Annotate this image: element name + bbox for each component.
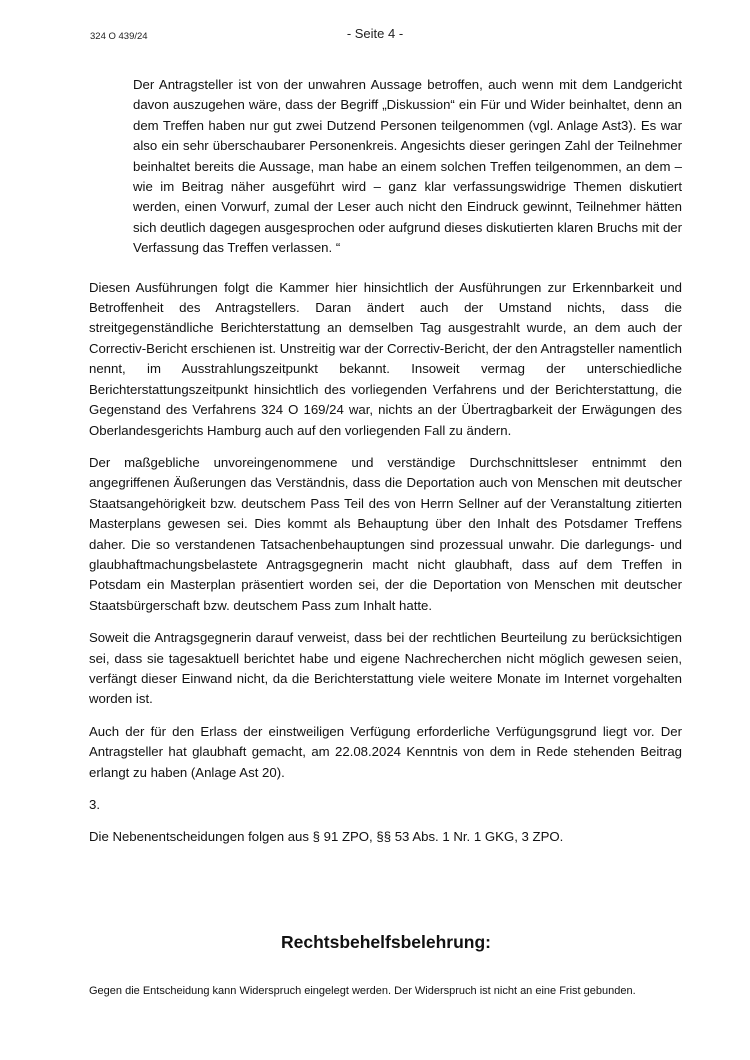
legal-remedy-text: Gegen die Entscheidung kann Widerspruch eingelegt werden. Der Widerspruch ist nicht an eine Frist gebunden. <box>89 985 636 997</box>
legal-remedy-heading: Rechtsbehelfsbelehrung: <box>280 932 492 952</box>
paragraph-urgency: Auch der für den Erlass der einstweiligen Verfügung erforderliche Verfügungsgrund liegt vor. Der Antragsteller hat glaubhaft gemacht, am 22.08.2024 Kenntnis von dem in Rede stehenden Beitrag erlangt zu haben (Anlage Ast 20). <box>89 723 682 780</box>
paragraph-costs: Die Nebenentscheidungen folgen aus § 91 ZPO, §§ 53 Abs. 1 Nr. 1 GKG, 3 ZPO. <box>89 829 564 845</box>
quoted-passage: Der Antragsteller ist von der unwahren Aussage betroffen, auch wenn mit dem Landgericht davon auszugehen wäre, dass der Begriff „Diskussion“ ein Für und Wider beinhaltet, denn an dem Treffen haben nur gut zwei Dutzend Personen teilgenommen (vgl. Anlage Ast3). Es war also ein sehr überschaubarer Personenkreis. Angesichts dieser geringen Zahl der Teilnehmer beinhaltet bereits die Aussage, man habe an einem solchen Treffen teilgenommen, an dem – wie im Beitrag näher ausgeführt wird – ganz klar verfassungswidrige Themen diskutiert werden, einen Vorwurf, zumal der Leser auch nicht den Eindruck gewinnt, Teilnehmer hätten sich deutlich dagegen ausgesprochen oder aufgrund dieses diskutierten klaren Bruchs mit der Verfassung das Treffen verlassen. “ <box>133 77 682 256</box>
paragraph-objection: Soweit die Antragsgegnerin darauf verweist, dass bei der rechtlichen Beurteilung zu berücksichtigen sei, dass sie tagesaktuell berichtet habe und eigene Nachrecherchen nicht möglich gewesen seien, verfängt dieser Einwand nicht, da die Berichterstattung viele weitere Monate im Internet vorgehalten worden ist. <box>89 630 682 707</box>
paragraph-recognizability: Diesen Ausführungen folgt die Kammer hier hinsichtlich der Ausführungen zur Erkennbarkeit und Betroffenheit des Antragstellers. Daran ändert auch der Umstand nichts, dass die streitgegenständliche Berichterstattung an demselben Tag ausgestrahlt wurde, an dem auch der Correctiv-Bericht erschienen ist. Unstreitig war der Correctiv-Bericht, der den Antragsteller namentlich nennt, im Ausstrahlungszeitpunkt bekannt. Insoweit vermag der unterschiedliche Berichterstattungszeitpunkt hinsichtlich des vorliegenden Verfahrens und der Berichterstattung, die Gegenstand des Verfahrens 324 O 169/24 war, nichts an der Übertragbarkeit der Erwägungen des Oberlandesgerichts Hamburg auch auf den vorliegenden Fall zu ändern. <box>89 279 682 438</box>
paragraph-reader-understanding: Der maßgebliche unvoreingenommene und verständige Durchschnittsleser entnimmt den angegriffenen Äußerungen das Verständnis, dass die Deportation auch von Menschen mit deutscher Staatsangehörigkeit bzw. deutschem Pass Teil des von Herrn Sellner auf der Veranstaltung zitierten Masterplans gewesen sei. Dies kommt als Behauptung über den Inhalt des Potsdamer Treffens daher. Die so verstandenen Tatsachenbehauptungen sind prozessual unwahr. Die darlegungs- und glaubhaftmachungsbelastete Antragsgegnerin macht nicht glaubhaft, dass auf dem Treffen in Potsdam ein Masterplan präsentiert worden sei, der die Deportation von Menschen mit deutscher Staatsbürgerschaft bzw. deutschem Pass zum Inhalt hatte. <box>89 454 682 613</box>
page-number: - Seite 4 - <box>346 26 404 41</box>
section-number: 3. <box>89 797 100 812</box>
document-body <box>89 75 682 860</box>
case-reference: 324 O 439/24 <box>90 31 148 42</box>
